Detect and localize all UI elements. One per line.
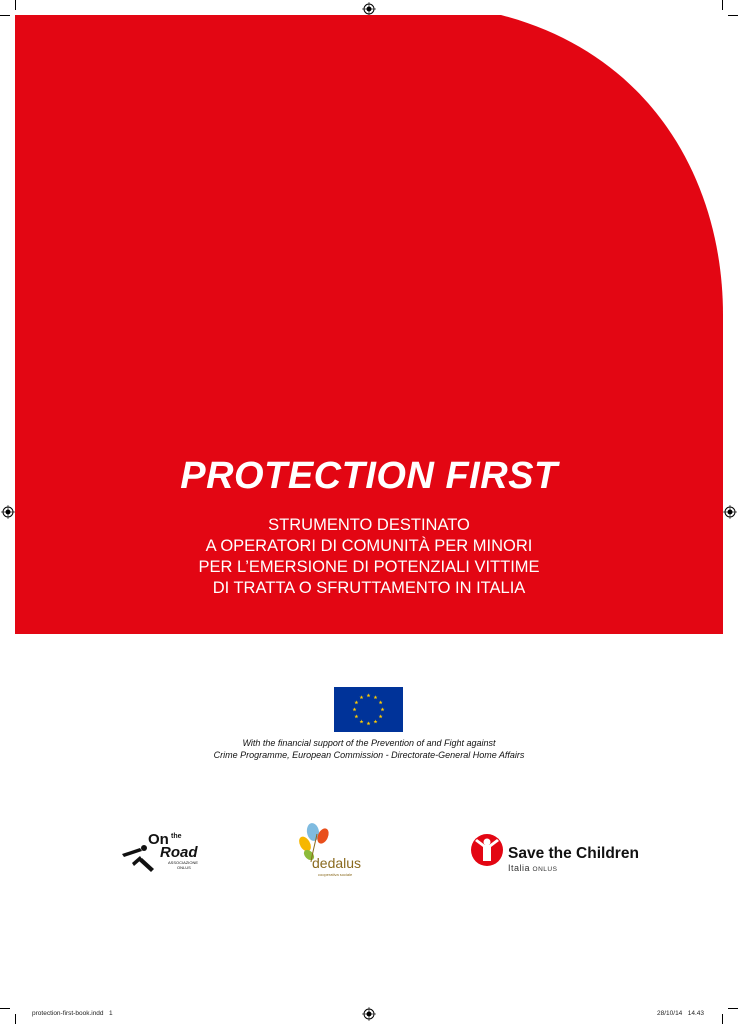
cover-subtitle-line: STRUMENTO DESTINATO [268, 516, 470, 534]
svg-text:ONLUS: ONLUS [177, 865, 191, 870]
registration-mark-icon [362, 1007, 376, 1021]
crop-mark [0, 1008, 10, 1009]
registration-mark-icon [362, 2, 376, 16]
save-the-children-country-text: Italia [508, 863, 531, 873]
save-the-children-suffix: ONLUS [532, 866, 558, 873]
crop-mark [15, 1014, 16, 1024]
crop-mark [722, 1014, 723, 1024]
eu-flag-icon [334, 687, 403, 732]
save-the-children-country [508, 863, 557, 873]
svg-text:the: the [171, 833, 182, 840]
svg-text:ASSOCIAZIONE: ASSOCIAZIONE [168, 860, 199, 865]
footer-datetime: 28/10/14 14.43 [657, 1010, 704, 1017]
cover-subtitle-line: PER L’EMERSIONE DI POTENZIALI VITTIME [198, 558, 540, 576]
dedalus-logo [295, 822, 375, 878]
dedalus-tagline: cooperativa sociale [318, 872, 353, 877]
save-the-children-figure-icon [470, 833, 504, 867]
crop-mark [0, 15, 10, 16]
crop-mark [722, 0, 723, 10]
ontheroad-logo-text: On [148, 831, 169, 848]
cover-subtitle [15, 515, 723, 599]
cover-title: PROTECTION FIRST [180, 455, 558, 497]
ontheroad-logo [120, 828, 210, 874]
footer-file-info: protection-first-book.indd 1 [32, 1010, 113, 1017]
crop-mark [728, 1008, 738, 1009]
svg-text:Road: Road [160, 844, 198, 861]
dedalus-name: dedalus [312, 855, 362, 871]
registration-mark-icon [1, 505, 15, 519]
cover-subtitle-line: DI TRATTA O SFRUTTAMENTO IN ITALIA [212, 579, 526, 597]
crop-mark [15, 0, 16, 10]
funding-line: Crime Programme, European Commission - Directorate-General Home Affairs [213, 750, 525, 760]
save-the-children-logo [470, 829, 650, 877]
road-figures-icon [122, 845, 154, 872]
registration-mark-icon [723, 505, 737, 519]
funding-line: With the financial support of the Prevention of and Fight against [242, 738, 496, 748]
funding-notice [160, 737, 578, 761]
save-the-children-name: Save the Children [508, 845, 639, 862]
cover-subtitle-line: A OPERATORI DI COMUNITÀ PER MINORI [205, 537, 533, 555]
crop-mark [728, 15, 738, 16]
